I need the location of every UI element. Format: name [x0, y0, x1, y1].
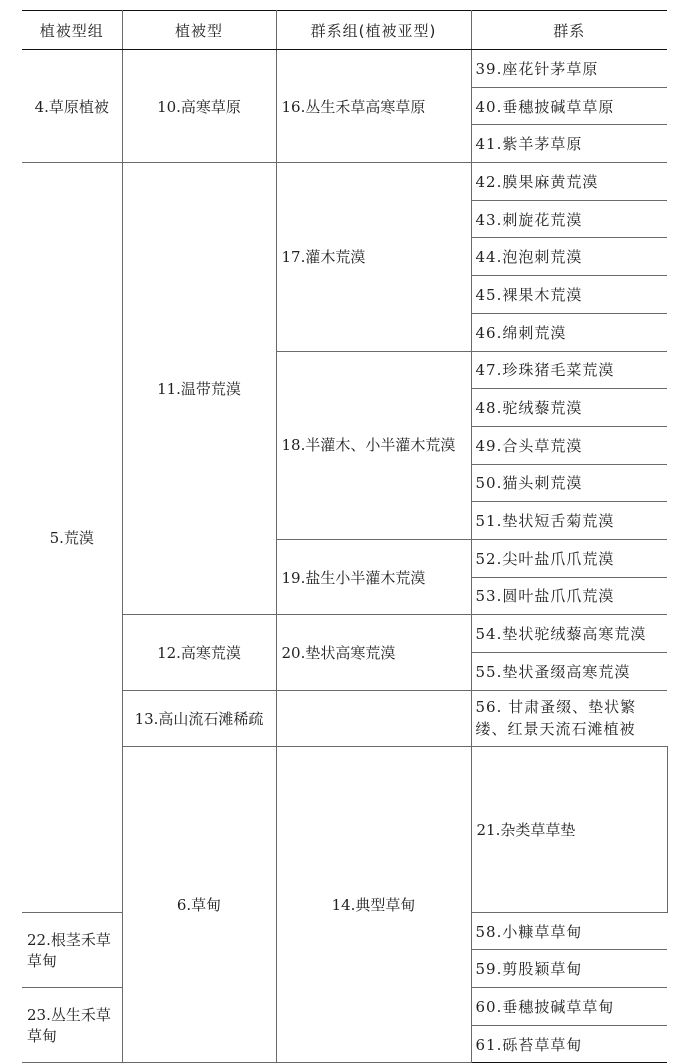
- table-row: [22, 50, 667, 88]
- formation-cell: 56. 甘肃蚤缀、垫状繁缕、红景天流石滩植被: [471, 690, 667, 746]
- formation-cell: 54.垫状驼绒藜高寒荒漠: [471, 615, 667, 653]
- formation-cell: 47.珍珠猪毛菜荒漠: [471, 351, 667, 389]
- subtype-cell: 19.盐生小半灌木荒漠: [276, 539, 471, 614]
- formation-cell: 41.紫羊茅草原: [471, 125, 667, 163]
- formation-cell: 44.泡泡刺荒漠: [471, 238, 667, 276]
- header-vegetation-type: 植被型: [122, 11, 276, 50]
- vegetation-classification-table: [22, 10, 667, 1063]
- type-cell: 14.典型草甸: [276, 746, 471, 1063]
- type-cell: 12.高寒荒漠: [122, 615, 276, 690]
- header-formation: 群系: [471, 11, 667, 50]
- subtype-cell: 23.丛生禾草草甸: [22, 988, 122, 1063]
- group-cell: 5.荒漠: [22, 163, 122, 913]
- formation-cell: 40.垂穗披碱草草原: [471, 87, 667, 125]
- formation-cell: 43.刺旋花荒漠: [471, 200, 667, 238]
- type-cell: 11.温带荒漠: [122, 163, 276, 615]
- subtype-cell: 22.根茎禾草草甸: [22, 912, 122, 987]
- formation-cell: 59.剪股颖草甸: [471, 950, 667, 988]
- type-cell: 13.高山流石滩稀疏: [122, 690, 276, 746]
- formation-cell: 45.裸果木荒漠: [471, 276, 667, 314]
- subtype-cell: 17.灌木荒漠: [276, 163, 471, 351]
- subtype-cell: [276, 690, 471, 746]
- group-cell: 6.草甸: [122, 746, 276, 1063]
- formation-cell: 49.合头草荒漠: [471, 426, 667, 464]
- formation-cell: 55.垫状蚤缀高寒荒漠: [471, 653, 667, 691]
- formation-cell: 39.座花针茅草原: [471, 50, 667, 88]
- subtype-cell: 21.杂类草草垫: [471, 746, 667, 912]
- formation-cell: 58.小糠草草甸: [471, 912, 667, 950]
- header-row: [22, 11, 667, 50]
- formation-cell: 61.砾苔草草甸: [471, 1025, 667, 1063]
- table-row: [22, 163, 667, 201]
- formation-cell: 46.绵刺荒漠: [471, 313, 667, 351]
- type-cell: 10.高寒草原: [122, 50, 276, 163]
- formation-cell: 50.猫头刺荒漠: [471, 464, 667, 502]
- subtype-cell: 16.丛生禾草高寒草原: [276, 50, 471, 163]
- subtype-cell: 20.垫状高寒荒漠: [276, 615, 471, 690]
- formation-cell: 60.垂穗披碱草草甸: [471, 988, 667, 1026]
- formation-cell: 53.圆叶盐爪爪荒漠: [471, 577, 667, 615]
- header-formation-group: 群系组(植被亚型): [276, 11, 471, 50]
- formation-cell: 42.膜果麻黄荒漠: [471, 163, 667, 201]
- formation-cell: 52.尖叶盐爪爪荒漠: [471, 539, 667, 577]
- header-vegetation-type-group: 植被型组: [22, 11, 122, 50]
- group-cell: 4.草原植被: [22, 50, 122, 163]
- formation-cell: 51.垫状短舌菊荒漠: [471, 502, 667, 540]
- subtype-cell: 18.半灌木、小半灌木荒漠: [276, 351, 471, 539]
- formation-cell: 48.驼绒藜荒漠: [471, 389, 667, 427]
